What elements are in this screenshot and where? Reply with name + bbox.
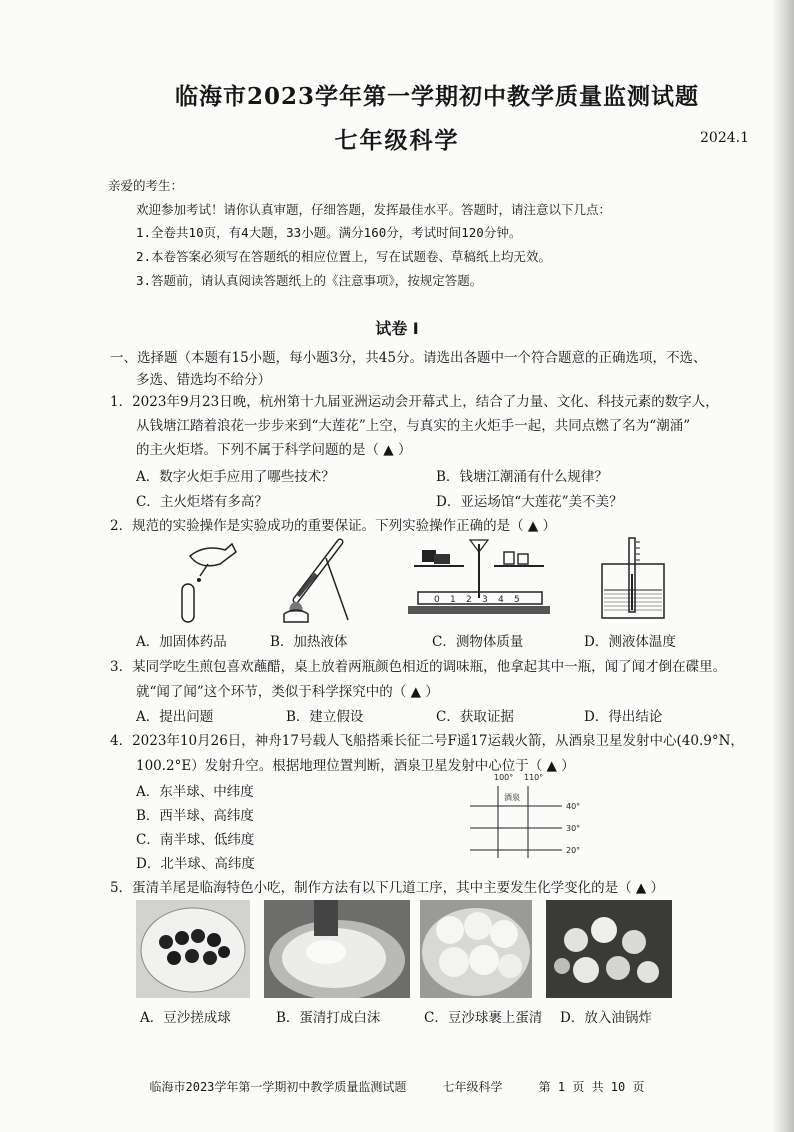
q5-caption-b: B．蛋清打成白沫 xyxy=(276,1010,381,1026)
photo-whipped-egg-white xyxy=(264,900,410,998)
q1-option-d: D．亚运场馆“大莲花”美不美？ xyxy=(436,494,623,510)
figure-thermometer xyxy=(596,534,676,624)
notice-greeting: 亲爱的考生： xyxy=(108,178,184,193)
scale-tick-label: 1 xyxy=(450,595,456,605)
footer-page-number: 第 1 页 共 10 页 xyxy=(538,1080,645,1094)
q3-option-a: A．提出问题 xyxy=(136,709,214,725)
q2-caption-d: D．测液体温度 xyxy=(584,634,676,650)
q1-stem: 1．2023年9月23日晚，杭州第十九届亚洲运动会开幕式上，结合了力量、文化、科技元素的数字人， xyxy=(110,394,719,410)
q1-option-c: C．主火炬塔有多高？ xyxy=(136,494,268,510)
footer-subject: 七年级科学 xyxy=(442,1080,503,1094)
longitude-label: 110° xyxy=(524,773,544,782)
photo-bean-balls xyxy=(136,900,250,998)
latitude-label: 20° xyxy=(566,846,581,855)
q5-caption-a: A．豆沙搓成球 xyxy=(140,1010,231,1026)
page-footer xyxy=(0,1078,794,1095)
q3-option-c: C．获取证据 xyxy=(436,709,514,725)
q3-option-d: D．得出结论 xyxy=(584,709,663,725)
q1-stem-cont: 的主火炬塔。下列不属于科学问题的是（ ▲ ） xyxy=(136,442,412,458)
figure-heat-liquid xyxy=(268,536,358,626)
scale-tick-label: 2 xyxy=(466,595,472,605)
scale-tick-label: 0 xyxy=(434,595,440,605)
q1-option-b: B．钱塘江潮涌有什么规律？ xyxy=(436,469,608,485)
latitude-label: 30° xyxy=(566,824,581,833)
q5-caption-d: D．放入油锅炸 xyxy=(560,1010,652,1026)
q4-option-c: C．南半球、低纬度 xyxy=(136,832,255,848)
q4-stem-cont: 100.2°E）发射升空。根据地理位置判断，酒泉卫星发射中心位于（ ▲ ） xyxy=(136,758,575,774)
q5-caption-c: C．豆沙球裹上蛋清 xyxy=(424,1010,543,1026)
scale-tick-label: 5 xyxy=(514,595,520,605)
scale-tick-label: 4 xyxy=(498,595,504,605)
q2-caption-b: B．加热液体 xyxy=(270,634,348,650)
q2-caption-c: C．测物体质量 xyxy=(432,634,524,650)
longitude-label: 100° xyxy=(494,773,514,782)
notice-intro: 欢迎参加考试！请你认真审题，仔细答题，发挥最佳水平。答题时，请注意以下几点： xyxy=(136,202,612,217)
q4-option-a: A．东半球、中纬度 xyxy=(136,784,254,800)
q4-stem: 4．2023年10月26日，神舟17号载人飞船搭乘长征二号F遥17运载火箭，从酒泉卫星发射中心(40.9°N， xyxy=(110,733,744,749)
footer-exam-name: 临海市2023学年第一学期初中教学质量监测试题 xyxy=(149,1080,407,1094)
q2-caption-a: A．加固体药品 xyxy=(136,634,227,650)
exam-title: 临海市2023学年第一学期初中教学质量监测试题 xyxy=(174,83,699,110)
scan-edge-shadow xyxy=(772,0,794,1132)
q1-stem-cont: 从钱塘江踏着浪花一步步来到“大莲花”上空，与真实的主火炬手一起，共同点燃了名为“潮涌” xyxy=(136,418,691,434)
q5-stem: 5．蛋清羊尾是临海特色小吃，制作方法有以下几道工序，其中主要发生化学变化的是（ ▲ ） xyxy=(110,880,665,896)
q1-option-a: A．数字火炬手应用了哪些技术？ xyxy=(136,469,335,485)
figure-add-solid xyxy=(170,536,250,626)
q3-stem: 3．某同学吃生煎包喜欢蘸醋，桌上放着两瓶颜色相近的调味瓶，他拿起其中一瓶，闻了闻才倒在碟里。 xyxy=(110,659,727,675)
notice-item: 1.全卷共10页，有4大题，33小题。满分160分，考试时间120分钟。 xyxy=(136,225,522,240)
figure-balance xyxy=(404,534,554,624)
paper-title: 试卷 Ⅰ xyxy=(375,319,419,338)
latitude-label: 40° xyxy=(566,802,581,811)
photo-coated-balls xyxy=(420,900,532,998)
map-place-label: 酒泉 xyxy=(504,793,520,802)
scale-tick-label: 3 xyxy=(482,595,488,605)
photo-frying xyxy=(546,900,672,998)
exam-subject: 七年级科学 xyxy=(334,127,460,154)
q4-grid-map xyxy=(466,770,596,862)
section-heading: 一、选择题（本题有15小题，每小题3分，共45分。请选出各题中一个符合题意的正确选项，不选、 xyxy=(110,350,707,366)
q4-option-b: B．西半球、高纬度 xyxy=(136,808,254,824)
q2-stem: 2．规范的实验操作是实验成功的重要保证。下列实验操作正确的是（ ▲ ） xyxy=(110,518,557,534)
q3-option-b: B．建立假设 xyxy=(286,709,364,725)
q3-stem-cont: 就“闻了闻”这个环节，类似于科学探究中的（ ▲ ） xyxy=(136,684,439,700)
notice-item: 3.答题前，请认真阅读答题纸上的《注意事项》，按规定答题。 xyxy=(136,273,483,288)
exam-date: 2024.1 xyxy=(700,130,749,146)
q4-option-d: D．北半球、高纬度 xyxy=(136,856,255,872)
notice-item: 2.本卷答案必须写在答题纸的相应位置上，写在试题卷、草稿纸上均无效。 xyxy=(136,249,552,264)
section-heading-cont: 多选、错选均不给分） xyxy=(136,372,271,388)
